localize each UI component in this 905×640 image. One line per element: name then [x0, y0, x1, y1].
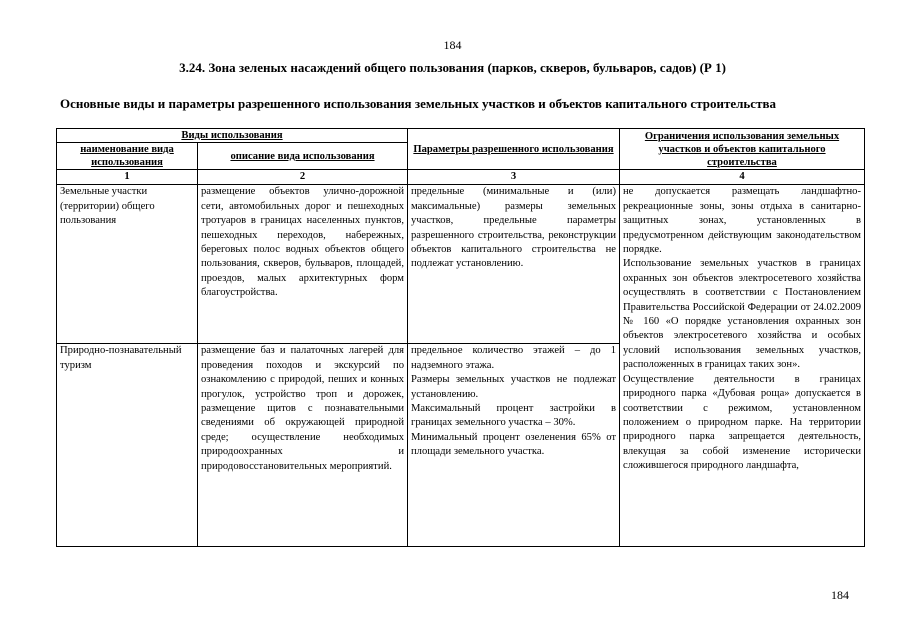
header-parameters: Параметры разрешенного использования — [408, 129, 620, 170]
use-description-cell: размещение объектов улично-дорожной сети, автомобильных дорог и пешеходных тротуаров в границах населенных пунктов, пешеходных переходов, набережных, береговых полос водных объектов общего пользования, скверов, бульваров, площадей, проездов, малых архитектурных форм благоустройства. — [198, 185, 408, 344]
parameter-line: Максимальный процент застройки в границах земельного участка – 30%. — [411, 403, 616, 429]
restriction-paragraph: Использование земельных участков в границах охранных зон объектов электросетевого хозяйства осуществлять в соответствии с Постановлением Правительства Российской Федерации от 24.02.2009 № 160 «О порядке установления охранных зон объектов электросетевого хозяйства и особых условий использования земельных участков, расположенных в границах таких зон». — [623, 258, 861, 371]
page-number-top: 184 — [443, 38, 462, 52]
restriction-paragraph: Осуществление деятельности в границах природного парка «Дубовая роща» допускается в соответствии с режимом, установленном положением о природном парке. На территории природного парка запрещается деятельность, влекущая за собой изменение исторически сложившегося природного ландшафта, — [623, 373, 861, 472]
restrictions-cell — [620, 185, 865, 547]
table-caption: Основные виды и параметры разрешенного использования земельных участков и объектов капитального строительства — [60, 96, 776, 111]
parameter-line: Минимальный процент озеленения 65% от площади земельного участка. — [411, 431, 616, 458]
parameter-line: Размеры земельных участков не подлежат установлению. — [411, 374, 616, 400]
column-number: 1 — [57, 170, 198, 185]
column-number-row — [57, 170, 865, 185]
use-description-cell: размещение баз и палаточных лагерей для проведения походов и экскурсий по ознакомлению с природой, пеших и конных прогулок, устройство троп и дорожек, размещение щитов с познавательными сведениями об окружающей природной среде; осуществление необходимых природоохранных и природовосстановительных мероприятий. — [198, 344, 408, 547]
section-heading: 3.24. Зона зеленых насаждений общего пользования (парков, скверов, бульваров, садов) (Р 1) — [179, 60, 726, 75]
header-uses-group: Виды использования — [57, 129, 408, 143]
header-use-description: описание вида использования — [198, 143, 408, 170]
column-number: 3 — [408, 170, 620, 185]
restriction-paragraph: не допускается размещать ландшафтно-рекреационные зоны, зоны отдыха в санитарно-защитных зонах, установленных в предусмотренном действующим законодательством порядке. — [623, 186, 861, 256]
land-use-table — [56, 128, 865, 547]
parameters-cell — [408, 344, 620, 547]
use-name-cell: Земельные участки (территории) общего пользования — [57, 185, 198, 344]
parameter-line: предельное количество этажей – до 1 надземного этажа. — [411, 345, 616, 371]
column-number: 4 — [620, 170, 865, 185]
parameters-cell: предельные (минимальные и (или) максимальные) размеры земельных участков, предельные параметры разрешенного строительства, реконструкции объектов капитального строительства не подлежат установлению. — [408, 185, 620, 344]
header-restrictions: Ограничения использования земельных участков и объектов капитального строительства — [620, 129, 865, 170]
page-number-bottom: 184 — [831, 588, 849, 602]
use-name-cell: Природно-познавательный туризм — [57, 344, 198, 547]
header-use-name: наименование вида использования — [57, 143, 198, 170]
table-row — [57, 185, 865, 344]
header-row-1 — [57, 129, 865, 143]
column-number: 2 — [198, 170, 408, 185]
